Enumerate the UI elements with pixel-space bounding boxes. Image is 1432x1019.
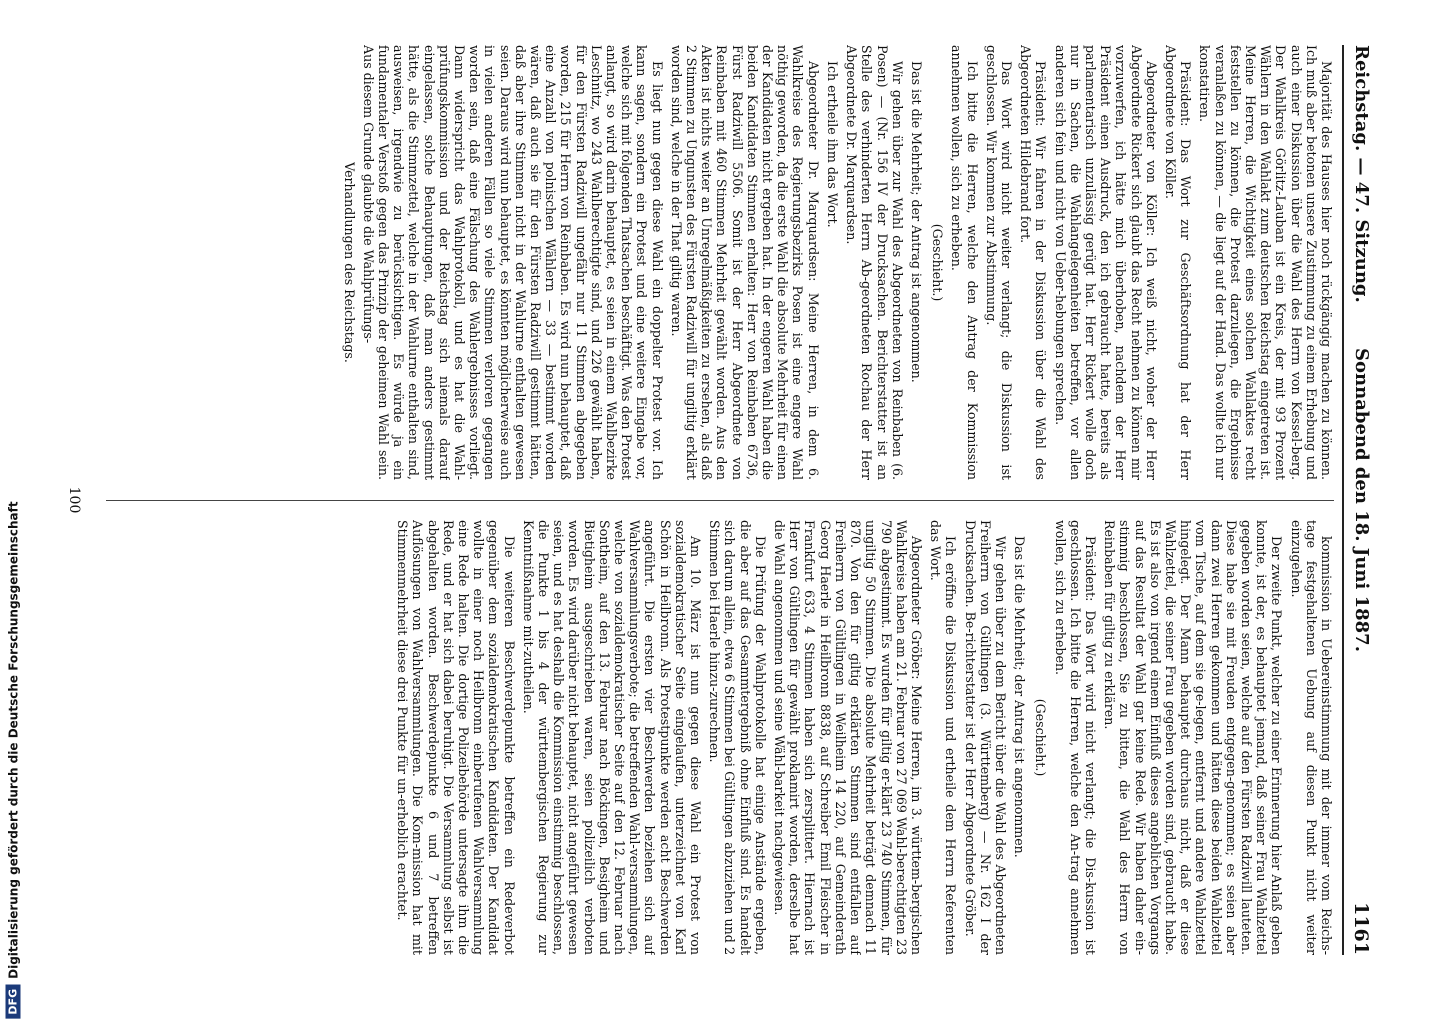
paragraph: Präsident: Wir fahren in der Diskussion über die Wahl des Abgeordneten Hildebrand fort. — [1018, 45, 1049, 480]
paragraph: Majorität des Hauses hier noch rückgängig machen zu können. Ich muß aber betonen unsere Zustimmung zu einem Erhebung und auch einer Diskussion über die Wahl des Herrn von Kessel-berg. Der Wahlkreis Görlitz-Lauban ist ein Kreis, der mit 93 Prozent Wählern in den Wahlakt zum deutschen Reichstag eingetreten ist. Meine Herren, die Wichtigkeit eines solchen Wahlaktes recht feststellen zu können, die Protest darzulegen, die Ergebnisse veranlaßen zu können, — die liegt auf der Hand. Das wollte ich nur konstatiren. — [1197, 45, 1334, 480]
paragraph: Die weiteren Beschwerdepunkte betreffen ein Redeverbot gegenüber dem sozialdemokratischen Kandidaten. Der Kandidat wollte in einer noch Heilbronn einberufenen Wahlversammlung eine Rede halten. Die dortige Polizeibehörde untersagte ihm die Rede, und er hat sich dabei beruhigt. Die Versammlung selbst ist abgehalten worden. Beschwerdepunkte 6 und 7 betreffen Auflösungen von Wahlversammlungen. Die Kom-mission hat mit Stimmenmehrheit diese drei Punkte für un-erheblich erachtet. — [395, 520, 517, 955]
right-column — [106, 520, 1334, 955]
banner-content — [6, 501, 21, 1018]
paragraph: Am 10. März ist nun gegen diese Wahl ein Protest von sozialdemokratischer Seite eingelaufen, unterzeichnet von Karl Schön in Heilbronn. Als Protestpunkte werden acht Beschwerden angeführt. Die ersten vier Beschwerden beziehen sich auf Wahlversammlungsverbote; die betreffenden Wahl-versammlungen, welche von sozialdemokratischer Seite auf den 12. Februar nach Sontheim, auf den 13. Februar nach Böckingen, Besigheim und Bietigheim ausgeschrieben waren, seien polizeilich verboten worden. Es wird darüber nicht behauptet, nicht angeführt gewesen seien, und es hat deshalb die Kommission einstimmig beschlossen, die Punkte 1 bis 4 der württembergischen Regierung zur Kenntnißnahme mit-zutheilen. — [520, 520, 704, 955]
header-session: Reichstag. — 47. Sitzung. — [1351, 45, 1372, 303]
paragraph: kommission in Uebereinstimmung mit der immer vom Reichs-tage festgehaltenen Uebung auf diesen Punkt nicht weiter einzugehen. — [1288, 520, 1334, 955]
paragraph: Präsident: Das Wort zur Geschäftsordnung hat der Herr Abgeordnete von Köller. — [1162, 45, 1194, 480]
banner-text: Digitalisierung gefördert durch die Deutsche Forschungsgemeinschaft — [6, 501, 20, 979]
digitization-banner — [0, 0, 26, 1015]
paragraph: Das ist die Mehrheit; der Antrag ist angenommen. — [908, 61, 924, 383]
page-header — [1342, 45, 1378, 955]
paragraph: Ich eröffne die Diskussion und ertheile dem Herrn Referenten das Wort. — [928, 520, 959, 955]
left-column — [106, 45, 1334, 480]
paragraph: Der zweite Punkt, welcher zu einer Erinnerung hier Anlaß geben konnte, ist der, es behauptet jemand, daß seiner Frau Wahlzettel gegeben worden seien, welche auf den Fürsten Radziwill lauteten. Diese habe sie mit Freuden entgegen-genommen; es seien aber dann zwei Herren gekommen und hätten diese beiden Wahlzettel vom Tische, auf dem sie ge-legen, entfernt und andere Wahlzettel hingelegt. Der Mann behauptet durchaus nicht, daß er diese Wahlzettel, die seiner Frau gegeben worden sind, gebraucht habe. Es ist also von irgend einem Einfluß dieses angeblichen Vorgangs auf das Resultat der Wahl gar keine Rede. Wir haben daher ein-stimmig beschlossen, Sie zu bitten, die Wahl des Herrn von Reinbaben für giltig zu erklären. — [1102, 520, 1285, 955]
footer-sheet-number: 100 — [66, 486, 82, 514]
column-divider — [106, 500, 1334, 501]
paragraph: Wir gehen über zur Wahl des Abgeordneten von Reinbaben (6. Posen) — (Nr. 156 IV der Drucksachen. Berichterstatter ist an Stelle des verhinderten Herrn Ab-geordneten Rochau der Herr Abgeordnete Dr. Marquardsen. — [844, 45, 905, 480]
header-date: Sonnabend den 18. Juni 1887. — [1351, 348, 1372, 652]
text-columns — [106, 45, 1334, 955]
paragraph: Abgeordneter Gröber: Meine Herren, im 3. württem-bergischen Wahlkreise haben am 21. Februar von 27 069 Wahl-berechtigten 23 790 abgestimmt. Es wurden für giltig er-klärt 23 740 Stimmen, für ungiltig 50 Stimmen. Die absolute Mehrheit beträgt demnach 11 870. Von den für giltig erklärten Stimmen sind entfallen auf Freiherrn von Gültlingen in Weilheim 14 220, auf Gemeinderath Georg Haerle in Heilbronn 8838, auf Schreiber Emil Fleischer in Frankfurt 633, 4 Stimmen haben sich zersplittert. Hiernach ist Herr von Gültlingen für gewählt proklamirt worden, derselbe hat die Wahl angenommen und seine Wähl-barkeit nachgewiesen. — [772, 520, 924, 955]
dfg-logo: DFG — [6, 985, 21, 1019]
paragraph: Präsident: Das Wort wird nicht verlangt; die Dis-kussion ist geschlossen. Ich bitte die Herren, welche den An-trag annehmen wollen, sich zu erheben. — [1052, 520, 1098, 955]
paragraph: Das Wort wird nicht weiter verlangt; die Diskussion ist geschlossen. Wir kommen zur Abstimmung. — [983, 45, 1014, 480]
scanned-page — [46, 35, 1386, 965]
paragraph: Ich bitte die Herren, welche den Antrag der Kommission annehmen wollen, sich zu erheben. — [949, 45, 980, 480]
paragraph: Die Prüfung der Wahlprotokolle hat einige Anstände ergeben, die aber auf das Gesammtergebniß ohne Einfluß sind. Es handelt sich darum allein, etwa 6 Stimmen bei Gültlingen abzuziehen und 2 Stimmen bei Haerle hinzu-zurechnen. — [707, 520, 768, 955]
column-footer: Verhandlungen des Reichstags. — [341, 162, 357, 363]
stage-direction: (Geschieht.) — [930, 223, 946, 302]
paragraph: Es liegt nun gegen diese Wahl ein doppelter Protest vor. Ich kann sagen, sondern ein Protest und eine weitere Eingabe vor, welche sich mit folgenden Thatsachen beschäftigt. Was den Protest anlangt, so wird darin behauptet, es seien in einem Wahlbezirke Leschnitz, wo 243 Wahlberechtigte sind, und 226 gewählt haben, für den Fürsten Radziwill ungefähr nur 11 Stimmen abgegeben worden, 215 für Herrn von Reinbaben. Es wird nun behauptet, daß eine Anzahl von polnischen Wählern — 33 — bestimmt worden wären, daß auch sie für den Fürsten Radziwill gestimmt hätten, daß aber ihre Stimmen nicht in der Wahlurne enthalten gewesen seien. Daraus wird nun behauptet, es könnten möglicherweise auch in vielen anderen Fällen so viele Stimmen verloren gegangen worden sein, daß eine Fälschung des Wahlergebnisses vorliegt. Dann widerspricht das Wahlprotokoll, und es hat die Wahl-prüfungskommission und der Reichstag sich niemals darauf eingelassen, solche Behauptungen, daß man anders gestimmt hätte, als die Stimmzettel, welche in der Wahlurne enthalten sind, ausweisen, irgendwie zu berücksichtigen. Es würde ja ein fundamentaler Verstoß gegen das Prinzip der geheimen Wahl sein. Aus diesem Grunde glaubte die Wahlprüfungs- — [360, 45, 665, 480]
stage-direction: (Geschieht.) — [1033, 698, 1049, 777]
header-page-number: 1161 — [1350, 902, 1372, 955]
paragraph: Ich ertheile ihm das Wort. — [824, 61, 840, 228]
paragraph: Abgeordneter Dr. Marquardsen: Meine Herren, in dem 6. Wahlkreise des Regierungsbezirks Posen ist eine engere Wahl nöthig geworden, da die erste Wahl die absolute Mehrheit für einen der Kandidaten nicht ergeben hat. In der engeren Wahl haben die beiden Kandidaten Stimmen erhalten: Herr von Reinbaben 6736, Fürst Radziwill 5506. Somit ist der Herr Abgeordnete von Reinbaben mit 460 Stimmen Mehrheit gewählt worden. Aus den Akten ist nichts weiter an Unregelmäßigkeiten zu ersehen, als daß 2 Stimmen zu Ungunsten des Fürsten Radziwill für ungiltig erklärt worden sind, welche in der That giltig waren. — [668, 45, 821, 480]
paragraph: Wir gehen über zu dem Bericht über die Wahl des Abgeordneten Freiherrn von Gültlingen (3. Württemberg) — Nr. 162 I der Drucksachen. Be-richterstatter ist der Herr Abgeordnete Gröber. — [962, 520, 1008, 955]
paragraph: Das ist die Mehrheit; der Antrag ist angenommen. — [1012, 536, 1028, 858]
paragraph: Abgeordneter von Köller: Ich weiß nicht, woher der Herr Abgeordnete Rickert sich glaubt das Recht nehmen zu können mir vorzuwerfen, ich hätte mich überhoben, nachdem der Herr Präsident einen Ausdruck, den ich gebraucht hatte, bereits als parlamentarisch unzulässig gerügt hat. Herr Rickert wolle doch nur in Sachen, die Wahlangelegenheiten betreffen, vor allen anderen sich fein und nicht von Ueber-hebungen sprechen. — [1052, 45, 1159, 480]
